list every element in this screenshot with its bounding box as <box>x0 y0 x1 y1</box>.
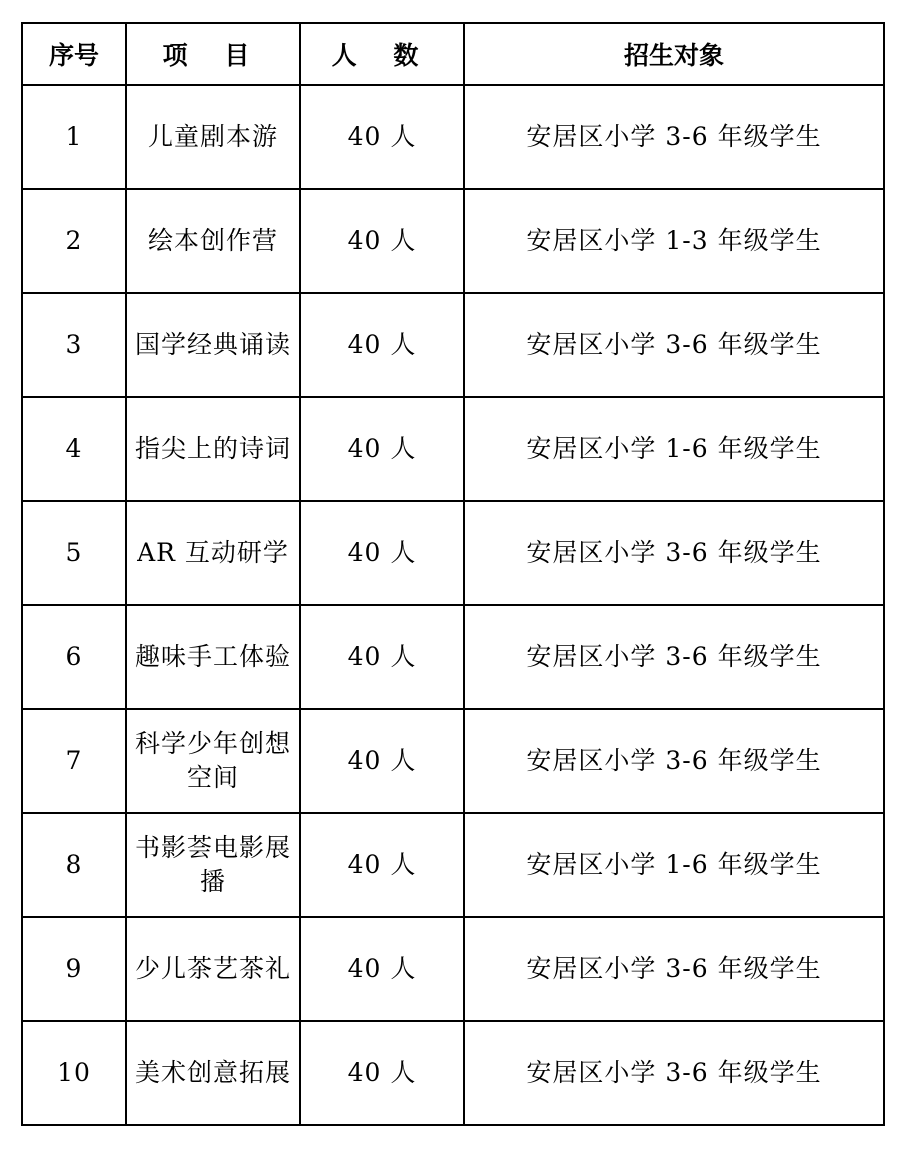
cell-count: 40 人 <box>300 293 464 397</box>
cell-project: 少儿茶艺茶礼 <box>126 917 300 1021</box>
cell-no: 7 <box>22 709 126 813</box>
cell-no: 3 <box>22 293 126 397</box>
cell-target: 安居区小学 1-6 年级学生 <box>464 813 884 917</box>
cell-project: 趣味手工体验 <box>126 605 300 709</box>
table-row <box>22 605 884 709</box>
cell-no: 1 <box>22 85 126 189</box>
cell-count: 40 人 <box>300 1021 464 1125</box>
cell-project: 书影荟电影展播 <box>126 813 300 917</box>
cell-count: 40 人 <box>300 501 464 605</box>
cell-count: 40 人 <box>300 189 464 293</box>
table-row <box>22 813 884 917</box>
table-header-row <box>22 23 884 85</box>
cell-no: 8 <box>22 813 126 917</box>
cell-project: 指尖上的诗词 <box>126 397 300 501</box>
cell-count: 40 人 <box>300 605 464 709</box>
cell-no: 4 <box>22 397 126 501</box>
cell-count: 40 人 <box>300 709 464 813</box>
table-row <box>22 85 884 189</box>
cell-project: 科学少年创想空间 <box>126 709 300 813</box>
cell-target: 安居区小学 3-6 年级学生 <box>464 85 884 189</box>
cell-target: 安居区小学 3-6 年级学生 <box>464 1021 884 1125</box>
table-row <box>22 501 884 605</box>
cell-target: 安居区小学 1-3 年级学生 <box>464 189 884 293</box>
cell-project: AR 互动研学 <box>126 501 300 605</box>
table-row <box>22 397 884 501</box>
cell-no: 5 <box>22 501 126 605</box>
cell-no: 10 <box>22 1021 126 1125</box>
cell-no: 2 <box>22 189 126 293</box>
cell-count: 40 人 <box>300 917 464 1021</box>
cell-project: 儿童剧本游 <box>126 85 300 189</box>
table-row <box>22 1021 884 1125</box>
header-project: 项 目 <box>126 23 300 85</box>
cell-no: 6 <box>22 605 126 709</box>
enrollment-table <box>21 22 885 1126</box>
cell-no: 9 <box>22 917 126 1021</box>
cell-project: 美术创意拓展 <box>126 1021 300 1125</box>
cell-count: 40 人 <box>300 85 464 189</box>
cell-target: 安居区小学 3-6 年级学生 <box>464 709 884 813</box>
table-row <box>22 189 884 293</box>
cell-target: 安居区小学 1-6 年级学生 <box>464 397 884 501</box>
header-count: 人 数 <box>300 23 464 85</box>
cell-count: 40 人 <box>300 397 464 501</box>
cell-target: 安居区小学 3-6 年级学生 <box>464 605 884 709</box>
table-row <box>22 709 884 813</box>
cell-project: 国学经典诵读 <box>126 293 300 397</box>
cell-project: 绘本创作营 <box>126 189 300 293</box>
cell-target: 安居区小学 3-6 年级学生 <box>464 917 884 1021</box>
cell-target: 安居区小学 3-6 年级学生 <box>464 293 884 397</box>
table-row <box>22 293 884 397</box>
table-row <box>22 917 884 1021</box>
cell-target: 安居区小学 3-6 年级学生 <box>464 501 884 605</box>
header-target: 招生对象 <box>464 23 884 85</box>
header-no: 序号 <box>22 23 126 85</box>
cell-count: 40 人 <box>300 813 464 917</box>
